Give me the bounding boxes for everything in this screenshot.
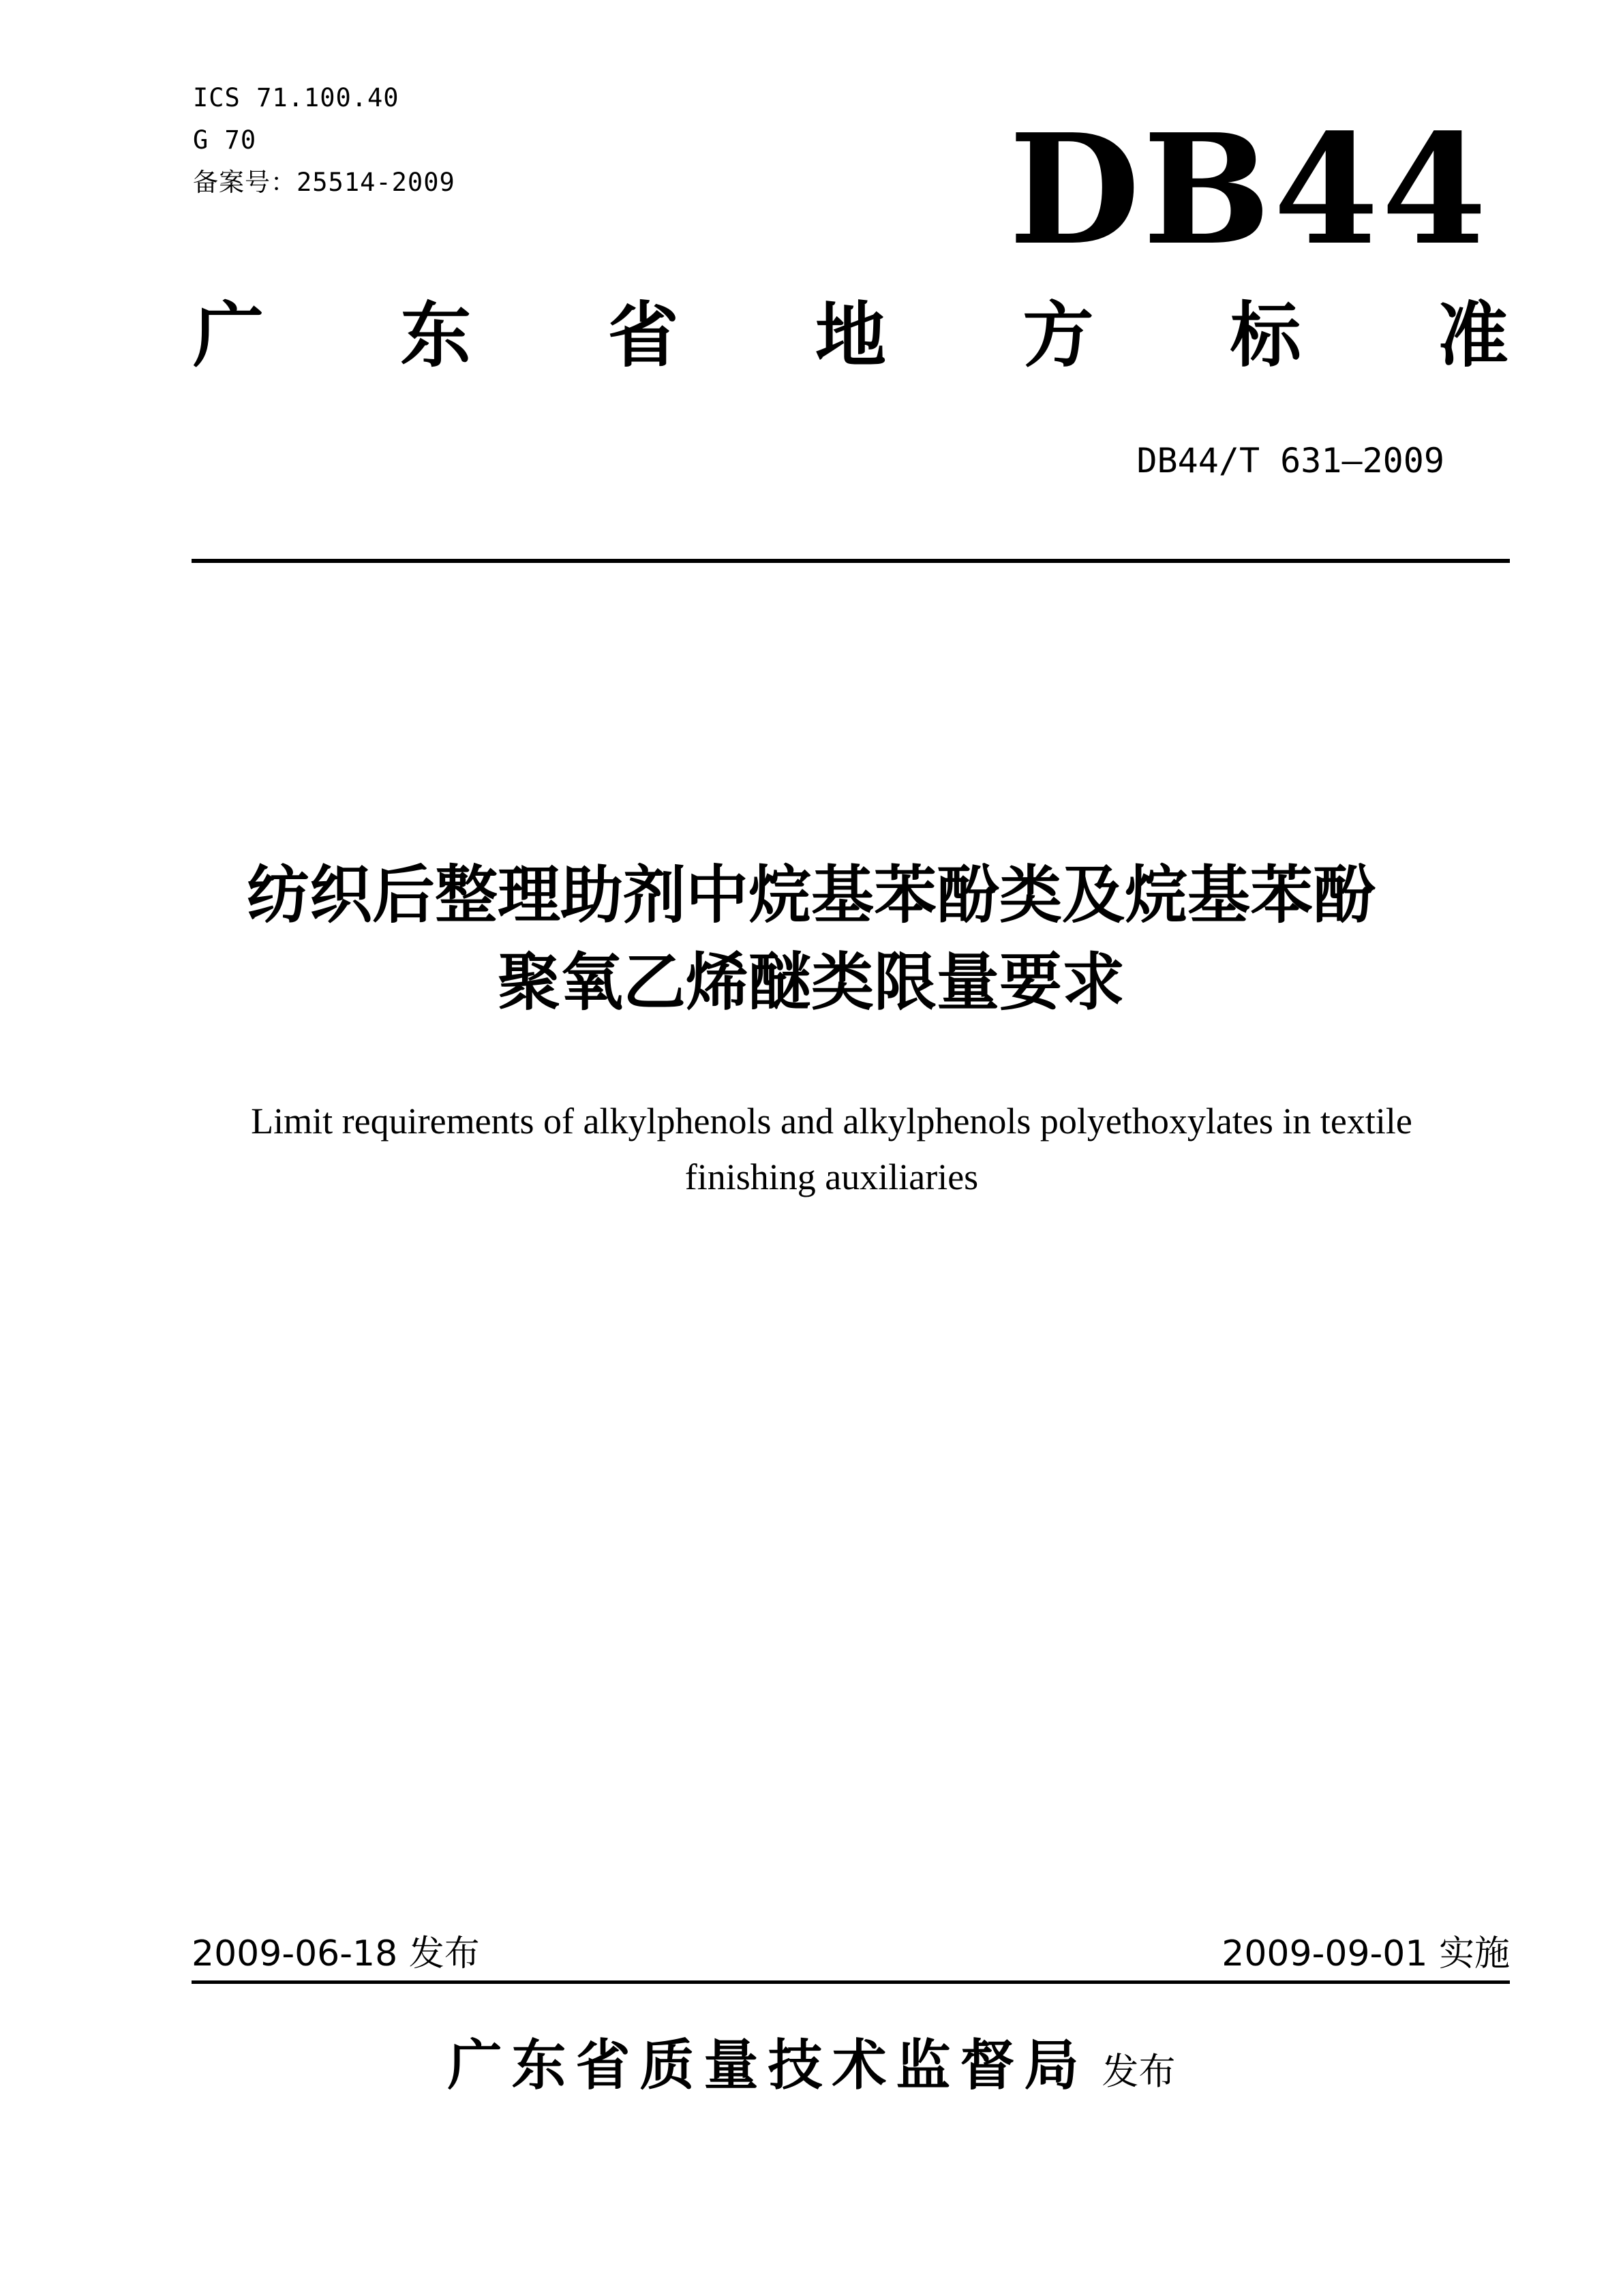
- implementation-date: 2009-09-01 实施: [1222, 1933, 1510, 1974]
- classification-code: G 70: [193, 125, 257, 155]
- ics-code: ICS 71.100.40: [193, 83, 399, 112]
- chinese-title-line-1: 纺织后整理助剂中烷基苯酚类及烷基苯酚: [246, 859, 1376, 932]
- record-number: 备案号：25514-2009: [193, 168, 455, 197]
- heading-char: 标: [1230, 294, 1301, 377]
- english-title-line-1: Limit requirements of alkylphenols and alkylphenols polyethoxylates in textile: [251, 1101, 1412, 1142]
- issuing-authority: 广东省质量技术监督局: [447, 2034, 1089, 2097]
- chinese-title: [136, 852, 1486, 1026]
- heading-char: 地: [815, 294, 886, 377]
- provincial-standard-heading: [193, 294, 1508, 376]
- heading-char: 方: [1022, 294, 1094, 377]
- heading-char: 广: [193, 294, 264, 377]
- english-title-line-2: finishing auxiliaries: [684, 1157, 979, 1197]
- top-divider: [192, 559, 1510, 563]
- heading-char: 东: [400, 294, 472, 377]
- standard-number: DB44/T 631—2009: [1136, 441, 1444, 480]
- issuer-line: [0, 2028, 1623, 2109]
- heading-char: 省: [607, 294, 679, 377]
- issue-date: 2009-06-18 发布: [192, 1933, 480, 1974]
- issuer-suffix: 发布: [1102, 2050, 1176, 2093]
- bottom-divider: [192, 1980, 1510, 1984]
- heading-char: 准: [1437, 294, 1508, 377]
- db44-logo: DB44: [1009, 102, 1490, 279]
- english-title: [177, 1093, 1486, 1205]
- chinese-title-line-2: 聚氧乙烯醚类限量要求: [497, 946, 1125, 1019]
